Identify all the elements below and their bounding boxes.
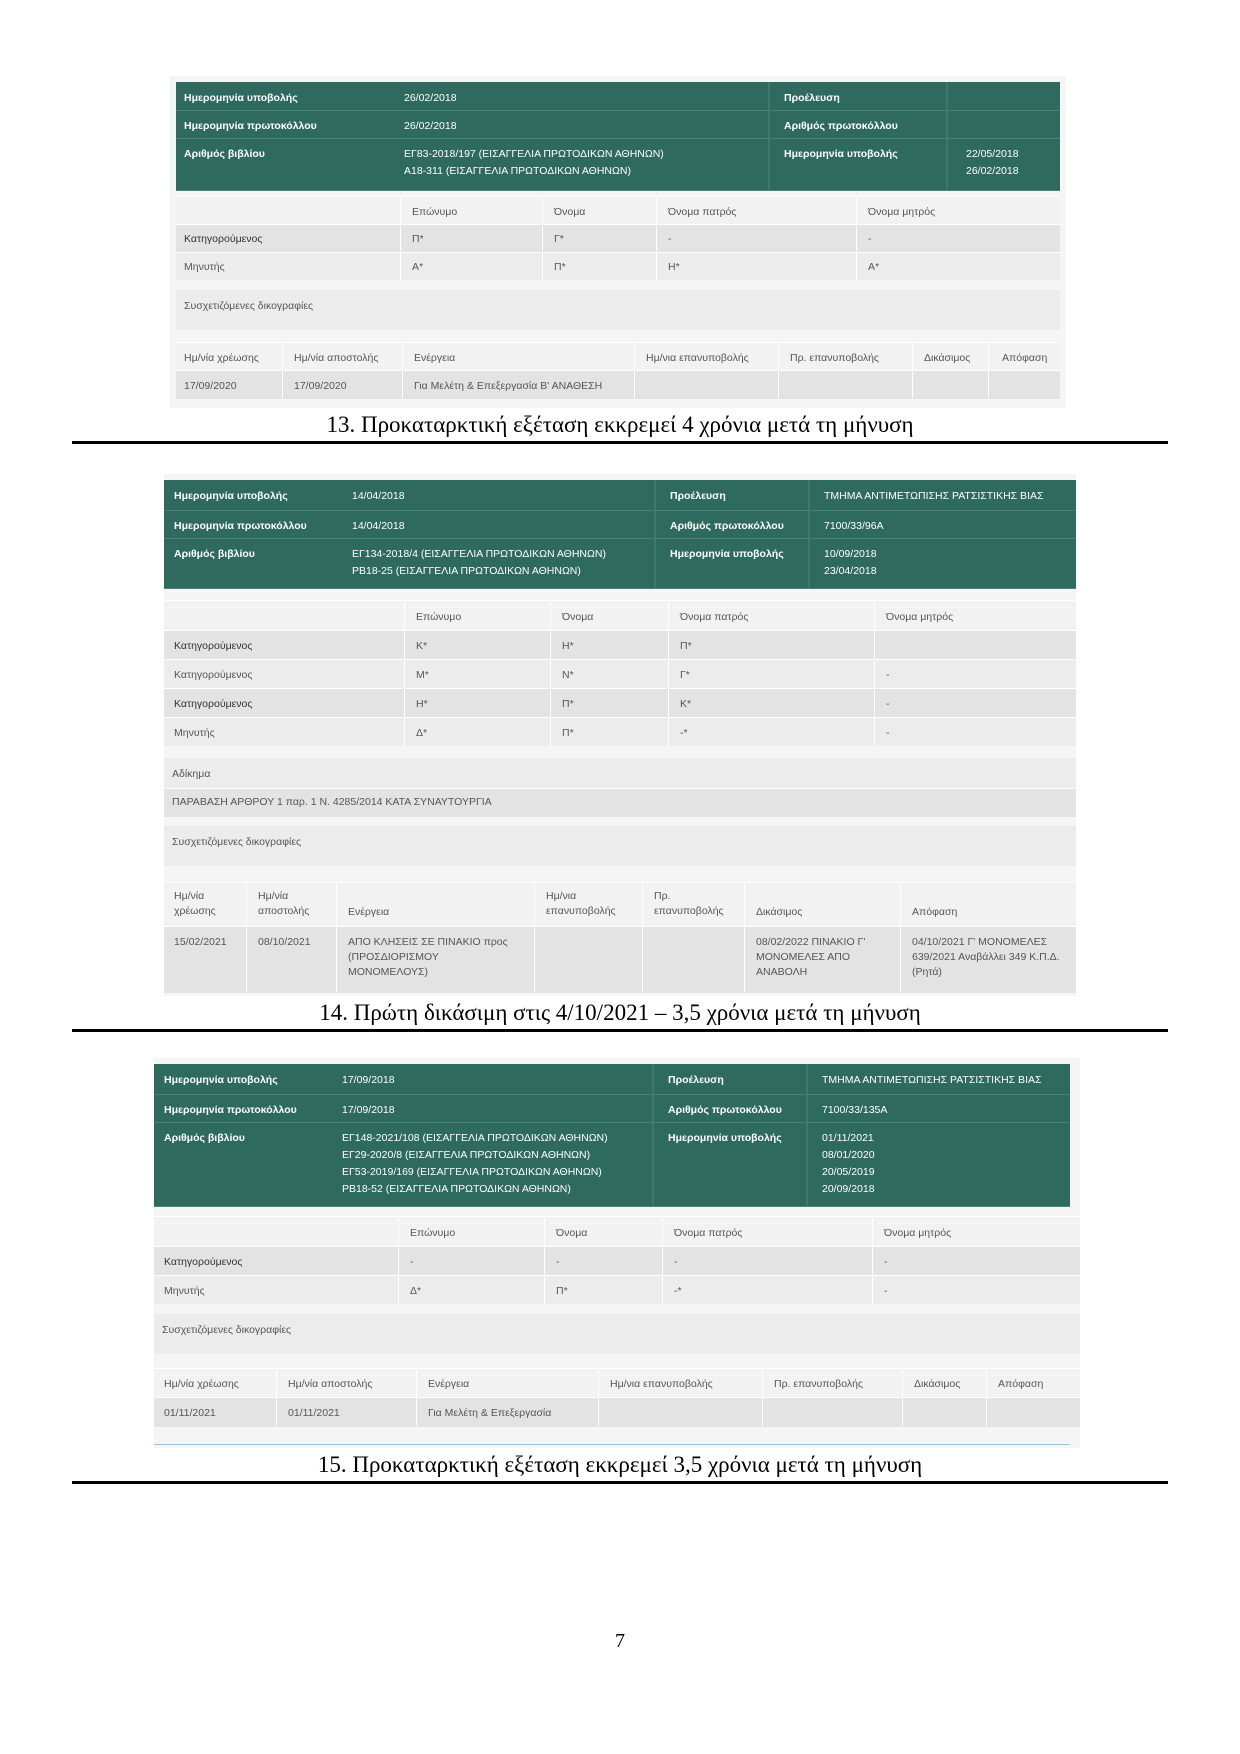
submission-date-label: Ημερομηνία υποβολής xyxy=(184,92,298,104)
col-surname: Επώνυμο xyxy=(412,206,458,218)
case14-parties-table: Επώνυμο Όνομα Όνομα πατρός Όνομα μητρός Κατηγορούμενος Κ* Η* Π* Κατηγορούμενος Μ* Ν* Γ* - Κατηγορούμενος Η* Π* Κ* - Μηνυτής Δ* Π* -* - xyxy=(164,600,1076,746)
divider xyxy=(72,1481,1168,1484)
table-row: Μηνυτής Α* Π* Η* Α* xyxy=(176,252,1060,281)
divider xyxy=(72,441,1168,444)
divider xyxy=(72,1029,1168,1032)
origin-value xyxy=(936,82,944,90)
origin-label: Προέλευση xyxy=(784,92,840,104)
protocol-date-label: Ημερομηνία πρωτοκόλλου xyxy=(184,120,317,132)
case14-header: Ημερομηνία υποβολής 14/04/2018 Προέλευση ΤΜΗΜΑ ΑΝΤΙΜΕΤΩΠΙΣΗΣ ΡΑΤΣΙΣΤΙΚΗΣ ΒΙΑΣ Ημερομηνία πρωτοκόλλου 14/04/2018 Αριθμός πρωτοκόλλου 7100/33/96Α Αριθμός βιβλίου ΕΓ134-2018/4 (ΕΙΣΑΓΓΕΛΙΑ ΠΡΩΤΟΔΙΚΩΝ ΑΘΗΝΩΝ) ΡΒ18-25 (ΕΙΣΑΓΓΕΛΙΑ ΠΡΩΤΟΔΙΚΩΝ ΑΘΗΝΩΝ) Ημερομηνία υποβολής 10/09/2018 23/04/2018 xyxy=(164,480,1076,588)
table-row: Μηνυτής Δ* Π* -* - xyxy=(154,1275,1080,1305)
case14-caption: 14. Πρώτη δικάσιμη στις 4/10/2021 – 3,5 χρόνια μετά τη μήνυση xyxy=(319,1000,921,1025)
case14-related-files: Συσχετιζόμενες δικογραφίες xyxy=(164,826,1076,866)
table-row: Κατηγορούμενος Η* Π* Κ* - xyxy=(164,688,1076,718)
case13-screenshot xyxy=(170,76,1066,408)
case13-movement-table: Ημ/νία χρέωσης Ημ/νία αποστολής Ενέργεια Ημ/νια επανυποβολής Πρ. επανυποβολής Δικάσιμος Απόφαση 17/09/2020 17/09/2020 Για Μελέτη & Επεξεργασία Β' ΑΝΑΘΕΣΗ xyxy=(176,342,1060,398)
offence-value: ΠΑΡΑΒΑΣΗ ΑΡΘΡΟΥ 1 παρ. 1 Ν. 4285/2014 ΚΑΤΑ ΣΥΝΑΥΤΟΥΡΓΙΑ xyxy=(172,796,492,808)
case14-screenshot xyxy=(164,474,1076,996)
protocol-date-value: 26/02/2018 xyxy=(404,120,457,132)
case15-movement-table: Ημ/νία χρέωσης Ημ/νία αποστολής Ενέργεια Ημ/νια επανυποβολής Πρ. επανυποβολής Δικάσιμος Απόφαση 01/11/2021 01/11/2021 Για Μελέτη & Επεξεργασία xyxy=(154,1368,1080,1426)
case15-parties-table: Επώνυμο Όνομα Όνομα πατρός Όνομα μητρός Κατηγορούμενος - - - - Μηνυτής Δ* Π* -* - xyxy=(154,1216,1080,1304)
book-number-label: Αριθμός βιβλίου xyxy=(184,148,265,160)
col-father: Όνομα πατρός xyxy=(668,206,737,218)
right-submission-values: 22/05/2018 26/02/2018 xyxy=(966,148,1019,177)
table-row: 17/09/2020 17/09/2020 Για Μελέτη & Επεξεργασία Β' ΑΝΑΘΕΣΗ xyxy=(176,370,1060,399)
book-number-value: ΕΓ83-2018/197 (ΕΙΣΑΓΓΕΛΙΑ ΠΡΩΤΟΔΙΚΩΝ ΑΘΗΝΩΝ) Α18-311 (ΕΙΣΑΓΓΕΛΙΑ ΠΡΩΤΟΔΙΚΩΝ ΑΘΗΝΩΝ) xyxy=(404,148,664,177)
table-row: 15/02/2021 08/10/2021 ΑΠΟ ΚΛΗΣΕΙΣ ΣΕ ΠΙΝΑΚΙΟ προς (ΠΡΟΣΔΙΟΡΙΣΜΟΥ ΜΟΝΟΜΕΛΟΥΣ) 08/02/2022 ΠΙΝΑΚΙΟ Γ' ΜΟΝΟΜΕΛΕΣ ΑΠΟ ΑΝΑΒΟΛΗ 04/10/2021 Γ' ΜΟΝΟΜΕΛΕΣ 639/2021 Αναβάλλει 349 Κ.Π.Δ. (Ρητά) xyxy=(164,926,1076,993)
case14-offence: Αδίκημα ΠΑΡΑΒΑΣΗ ΑΡΘΡΟΥ 1 παρ. 1 Ν. 4285/2014 ΚΑΤΑ ΣΥΝΑΥΤΟΥΡΓΙΑ xyxy=(164,758,1076,816)
table-row: Κατηγορούμενος Μ* Ν* Γ* - xyxy=(164,659,1076,689)
page-number: 7 xyxy=(615,1630,625,1652)
table-row: Κατηγορούμενος - - - - xyxy=(154,1246,1080,1276)
table-row: 01/11/2021 01/11/2021 Για Μελέτη & Επεξεργασία xyxy=(154,1397,1080,1427)
col-name: Όνομα xyxy=(554,206,586,218)
case15-screenshot xyxy=(154,1058,1080,1448)
case15-related-files: Συσχετιζόμενες δικογραφίες xyxy=(154,1314,1080,1354)
right-submission-label: Ημερομηνία υποβολής xyxy=(784,148,898,160)
col-mother: Όνομα μητρός xyxy=(868,206,936,218)
case13-parties-table xyxy=(176,196,1060,280)
case13-header xyxy=(176,82,1060,190)
case15-caption: 15. Προκαταρκτική εξέταση εκκρεμεί 3,5 χρόνια μετά τη μήνυση xyxy=(317,1452,923,1477)
table-row: Κατηγορούμενος Π* Γ* - - xyxy=(176,224,1060,253)
table-row: Κατηγορούμενος Κ* Η* Π* xyxy=(164,630,1076,660)
case13-caption: 13. Προκαταρκτική εξέταση εκκρεμεί 4 χρόνια μετά τη μήνυση xyxy=(326,412,914,437)
submission-date-value: 26/02/2018 xyxy=(404,92,457,104)
protocol-number-label: Αριθμός πρωτοκόλλου xyxy=(784,120,898,132)
case14-movement-table: Ημ/νία χρέωσης Ημ/νία αποστολής Ενέργεια Ημ/νια επανυποβολής Πρ. επανυποβολής Δικάσιμος Απόφαση 15/02/2021 08/10/2021 ΑΠΟ ΚΛΗΣΕΙΣ ΣΕ ΠΙΝΑΚΙΟ προς (ΠΡΟΣΔΙΟΡΙΣΜΟΥ ΜΟΝΟΜΕΛΟΥΣ) 08/02/2022 ΠΙΝΑΚΙΟ Γ' ΜΟΝΟΜΕΛΕΣ ΑΠΟ ΑΝΑΒΟΛΗ 04/10/2021 Γ' ΜΟΝΟΜΕΛΕΣ 639/2021 Αναβάλλει 349 Κ.Π.Δ. (Ρητά) xyxy=(164,882,1076,992)
case13-related-files: Συσχετιζόμενες δικογραφίες xyxy=(176,290,1060,330)
table-row: Μηνυτής Δ* Π* -* - xyxy=(164,717,1076,747)
protocol-number-value xyxy=(936,110,944,118)
case15-header: Ημερομηνία υποβολής 17/09/2018 Προέλευση ΤΜΗΜΑ ΑΝΤΙΜΕΤΩΠΙΣΗΣ ΡΑΤΣΙΣΤΙΚΗΣ ΒΙΑΣ Ημερομηνία πρωτοκόλλου 17/09/2018 Αριθμός πρωτοκόλλου 7100/33/135Α Αριθμός βιβλίου ΕΓ148-2021/108 (ΕΙΣΑΓΓΕΛΙΑ ΠΡΩΤΟΔΙΚΩΝ ΑΘΗΝΩΝ) ΕΓ29-2020/8 (ΕΙΣΑΓΓΕΛΙΑ ΠΡΩΤΟΔΙΚΩΝ ΑΘΗΝΩΝ) ΕΓ53-2019/169 (ΕΙΣΑΓΓΕΛΙΑ ΠΡΩΤΟΔΙΚΩΝ ΑΘΗΝΩΝ) ΡΒ18-52 (ΕΙΣΑΓΓΕΛΙΑ ΠΡΩΤΟΔΙΚΩΝ ΑΘΗΝΩΝ) Ημερομηνία υποβολής 01/11/2021 08/01/2020 20/05/2019 20/09/2018 xyxy=(154,1064,1070,1206)
